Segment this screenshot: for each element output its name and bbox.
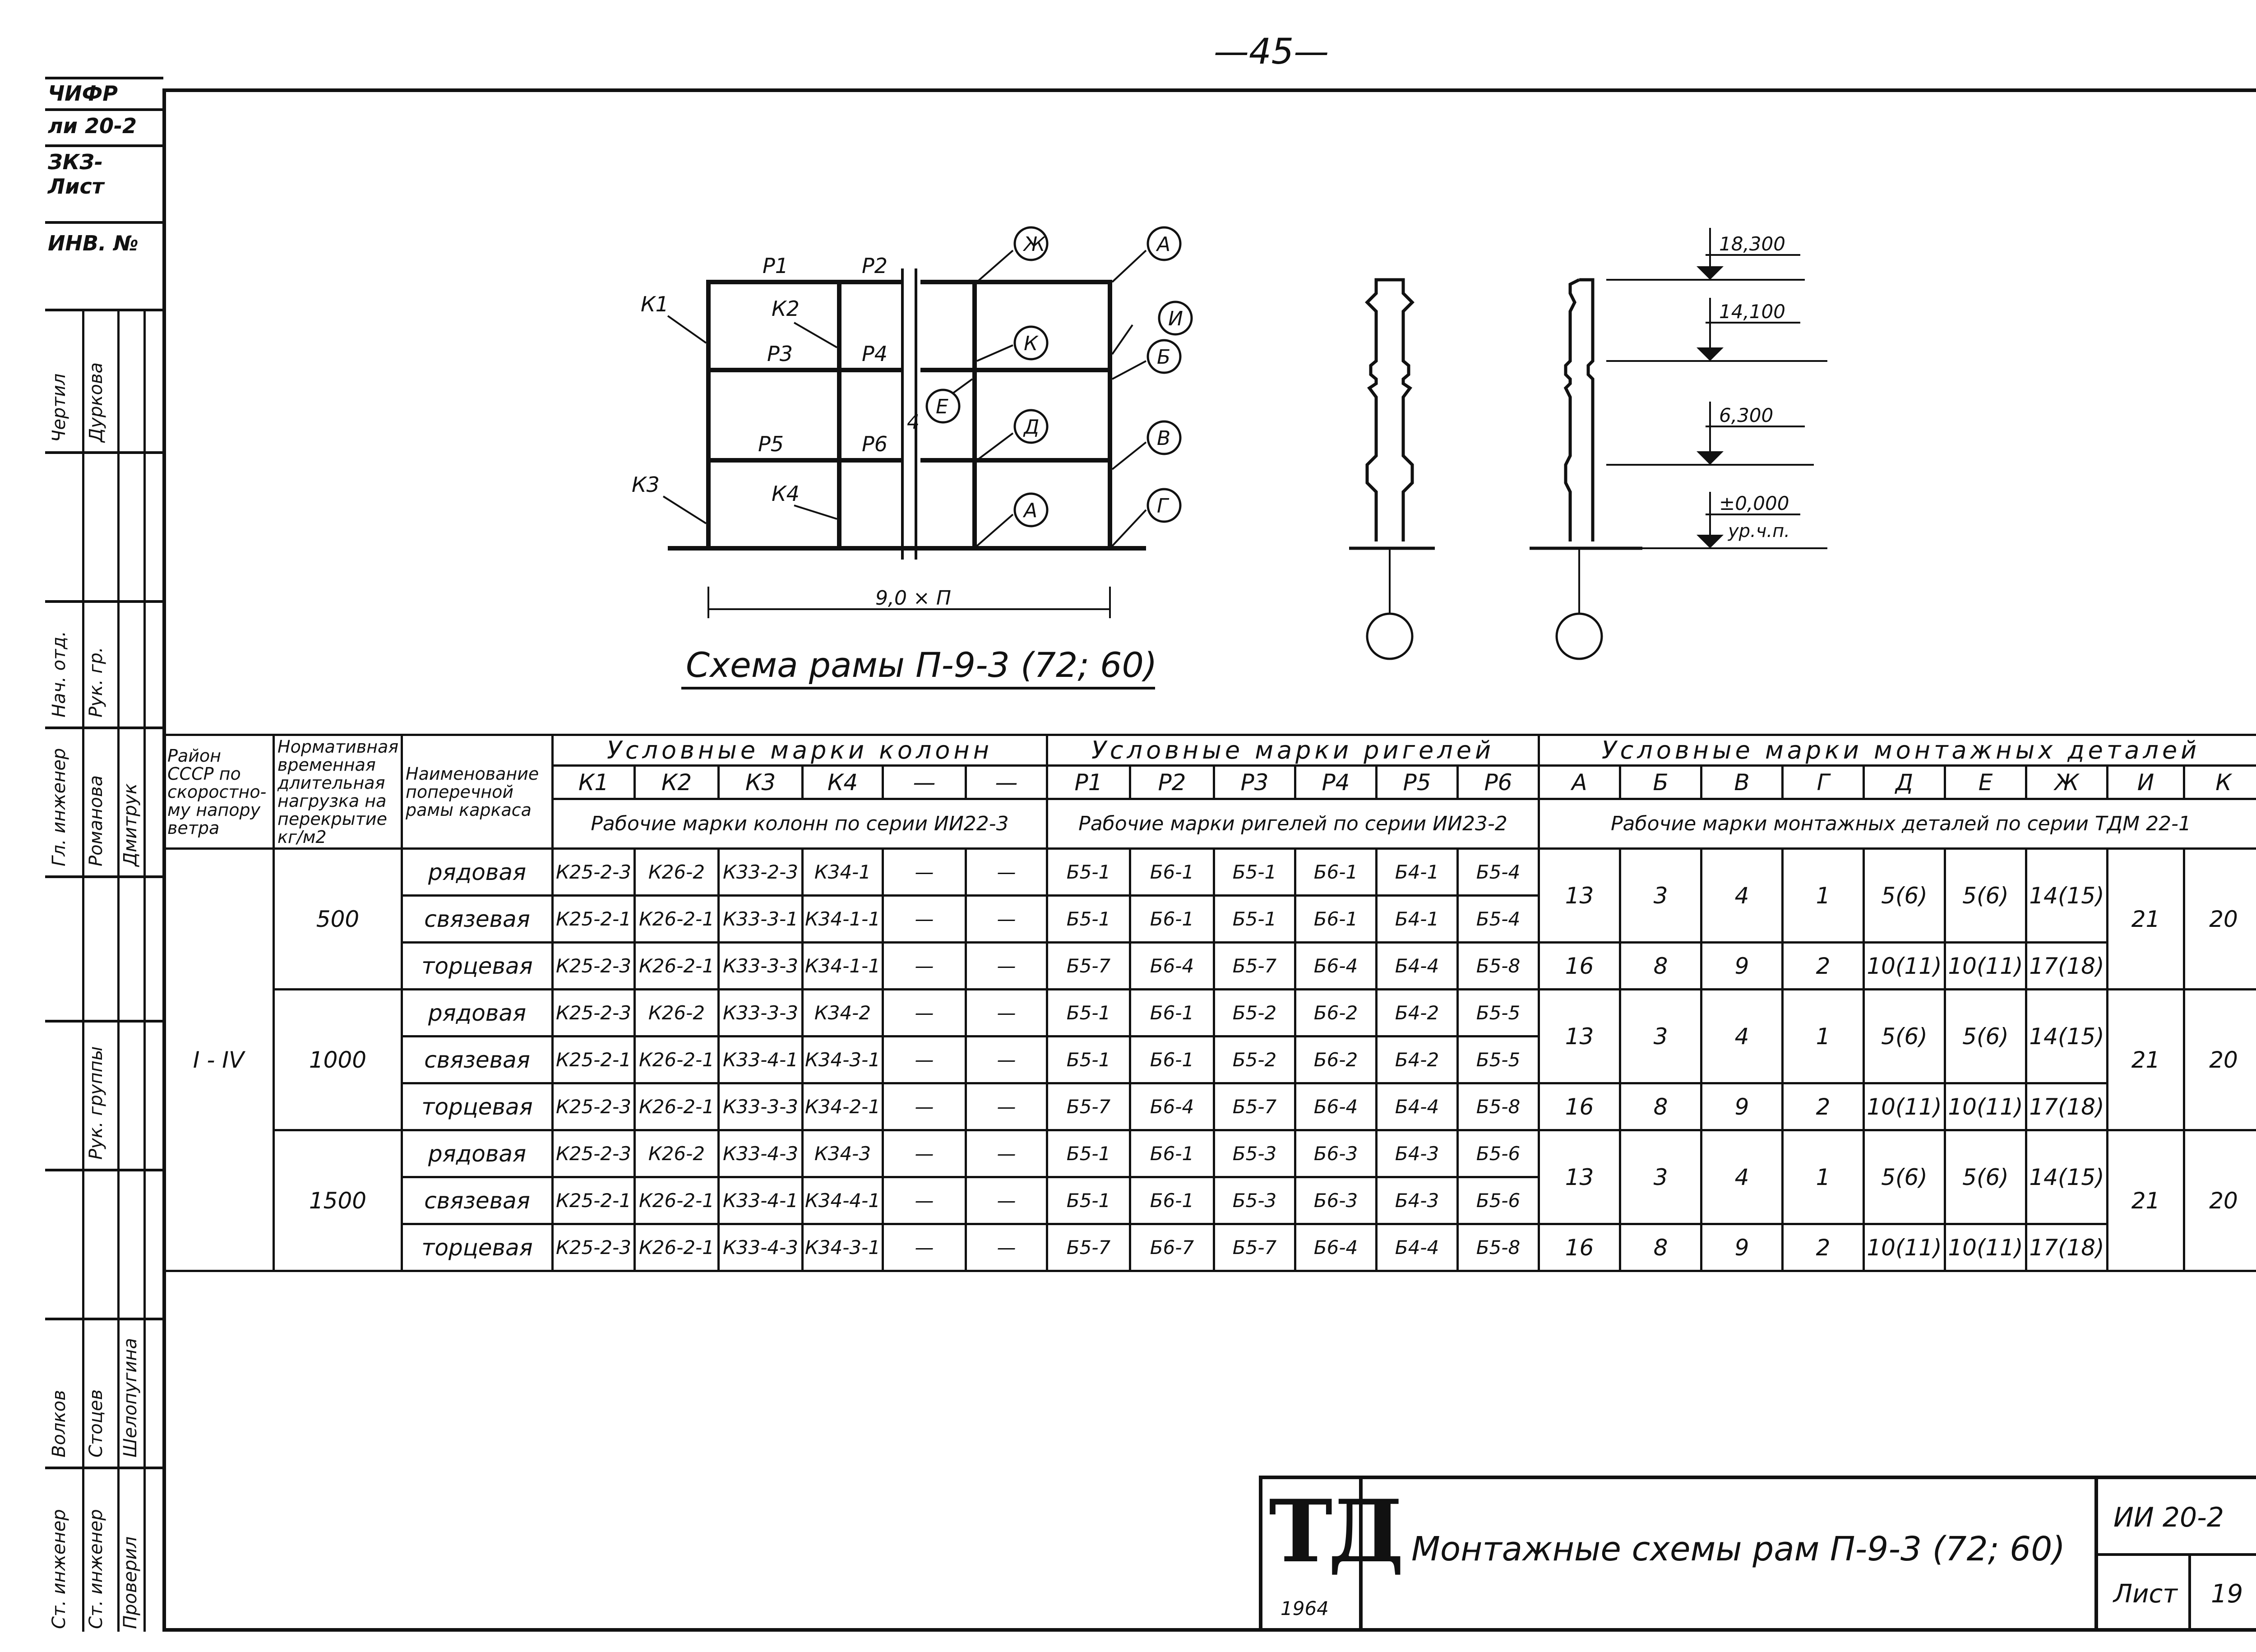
- beam-mark-cell: Б5-5: [1458, 990, 1539, 1037]
- detail-value-cell: 9: [1701, 943, 1783, 990]
- table-row: [164, 1083, 2256, 1130]
- column-mark-cell: К33-4-1: [719, 1037, 803, 1083]
- leader-lines: [663, 250, 1146, 546]
- beam-mark-cell: Б6-1: [1130, 1177, 1214, 1224]
- detail-value-cell: 13: [1539, 990, 1620, 1083]
- detail-value-cell: 3: [1620, 849, 1701, 943]
- beam-mark-cell: Б5-8: [1458, 1083, 1539, 1130]
- beam-mark-cell: Б5-1: [1047, 1037, 1130, 1083]
- detail-value-cell: 8: [1620, 1083, 1701, 1130]
- series-code-box: [2098, 1479, 2256, 1556]
- detail-value-cell: 10(11): [1864, 1224, 1945, 1271]
- column-mark-cell: —: [966, 1083, 1047, 1130]
- load-cell: 1500: [274, 1130, 402, 1271]
- detail-i-cell: 21: [2108, 1130, 2184, 1271]
- beam-mark-cell: Б6-1: [1130, 1037, 1214, 1083]
- beam-mark-cell: Б4-1: [1377, 849, 1458, 896]
- detail-mark-g: Г: [1157, 495, 1168, 518]
- column-mark-cell: К26-2-1: [635, 1177, 719, 1224]
- beam-mark-cell: Б5-3: [1214, 1177, 1295, 1224]
- beam-mark-cell: Б6-3: [1295, 1130, 1377, 1177]
- detail-mark-v: В: [1157, 427, 1171, 450]
- detail-i-cell: 21: [2108, 849, 2184, 990]
- beam-mark-cell: Б6-1: [1130, 896, 1214, 943]
- beam-mark-cell: Б4-1: [1377, 896, 1458, 943]
- beam-label-p2: Р2: [862, 254, 888, 278]
- columns-subheader: Рабочие марки колонн по серии ИИ22-3: [553, 799, 1047, 849]
- detail-value-cell: 3: [1620, 990, 1701, 1083]
- column-elevation-side: [1530, 280, 1642, 659]
- detail-value-cell: 5(6): [1864, 1130, 1945, 1224]
- column-mark-cell: —: [883, 849, 966, 896]
- level-18300: 18,300: [1719, 233, 1785, 255]
- beam-mark-cell: Б5-6: [1458, 1177, 1539, 1224]
- column-mark-cell: —: [883, 943, 966, 990]
- detail-mark-k: К: [1024, 332, 1038, 355]
- beam-mark-cell: Б5-2: [1214, 1037, 1295, 1083]
- table-row: [164, 849, 2256, 896]
- beam-mark-cell: Б5-7: [1214, 943, 1295, 990]
- beam-label-p4: Р4: [862, 342, 888, 366]
- frame-name-cell: рядовая: [402, 1130, 553, 1177]
- column-mark-cell: К34-1-1: [803, 943, 883, 990]
- frame-name-cell: торцевая: [402, 943, 553, 990]
- beam-mark-cell: Б6-1: [1295, 896, 1377, 943]
- beam-mark-cell: Б5-8: [1458, 943, 1539, 990]
- beam-mark-cell: Б5-5: [1458, 1037, 1539, 1083]
- beam-mark-cell: Б4-2: [1377, 1037, 1458, 1083]
- detail-value-cell: 10(11): [1864, 1083, 1945, 1130]
- strip-role-group-2: Рук. группы: [86, 1046, 106, 1160]
- break-symbol: 4: [907, 411, 920, 434]
- detail-mark-a: А: [1539, 766, 1620, 799]
- frame-name-cell: рядовая: [402, 849, 553, 896]
- detail-mark-i: И: [2108, 766, 2184, 799]
- detail-mark-k: К: [2184, 766, 2256, 799]
- frame-name-cell: связевая: [402, 1177, 553, 1224]
- detail-value-cell: 1: [1783, 1130, 1864, 1224]
- strip-name-4: Волков: [49, 1390, 69, 1458]
- beam-mark-cell: Б5-1: [1047, 1130, 1130, 1177]
- column-mark-k1: К1: [553, 766, 635, 799]
- beam-mark-cell: Б4-3: [1377, 1177, 1458, 1224]
- column-mark-cell: К26-2: [635, 1130, 719, 1177]
- beam-mark-cell: Б6-1: [1130, 849, 1214, 896]
- td-logo: [1262, 1479, 1400, 1632]
- beam-mark-cell: Б5-1: [1047, 1177, 1130, 1224]
- beam-mark-p1: Р1: [1047, 766, 1130, 799]
- sheet-divider: [2188, 1556, 2191, 1632]
- column-mark-cell: —: [883, 1037, 966, 1083]
- beam-mark-p3: Р3: [1214, 766, 1295, 799]
- strip-role-engineer-2: Ст. инженер: [86, 1509, 106, 1629]
- series-code: ИИ 20-2: [2113, 1502, 2224, 1533]
- detail-value-cell: 5(6): [1945, 990, 2026, 1083]
- strip-role-head: Нач. отд.: [49, 631, 69, 717]
- detail-mark-zh: Ж: [1024, 233, 1045, 256]
- detail-value-cell: 2: [1783, 943, 1864, 990]
- beam-mark-p5: Р5: [1377, 766, 1458, 799]
- column-label-k2: К2: [772, 296, 800, 321]
- load-cell: 500: [274, 849, 402, 990]
- column-mark-cell: К34-1-1: [803, 896, 883, 943]
- detail-value-cell: 10(11): [1945, 1083, 2026, 1130]
- column-mark-cell: К33-4-3: [719, 1130, 803, 1177]
- column-mark-cell: К25-2-3: [553, 1083, 635, 1130]
- column-mark-cell: К26-2-1: [635, 1083, 719, 1130]
- detail-mark-d: Д: [1864, 766, 1945, 799]
- page-number: —45—: [1214, 32, 1329, 72]
- detail-value-cell: 4: [1701, 1130, 1783, 1224]
- detail-value-cell: 8: [1620, 1224, 1701, 1271]
- detail-value-cell: 14(15): [2026, 990, 2108, 1083]
- strip-code-label: ЧИФР: [48, 81, 118, 106]
- beam-mark-cell: Б6-2: [1295, 1037, 1377, 1083]
- strip-series-label: ли 20-2: [48, 114, 137, 138]
- column-label-k3: К3: [632, 472, 660, 497]
- column-mark-cell: К34-4-1: [803, 1177, 883, 1224]
- column-label-k1: К1: [641, 292, 669, 316]
- level-6300: 6,300: [1719, 404, 1774, 426]
- detail-mark-b: Б: [1620, 766, 1701, 799]
- column-mark-cell: К33-3-3: [719, 990, 803, 1037]
- frame-name-cell: торцевая: [402, 1224, 553, 1271]
- detail-value-cell: 4: [1701, 990, 1783, 1083]
- strip-row: [45, 1020, 163, 1023]
- beam-mark-cell: Б5-7: [1214, 1224, 1295, 1271]
- table-row: [164, 1224, 2256, 1271]
- column-mark-cell: —: [966, 849, 1047, 896]
- beam-mark-cell: Б6-3: [1295, 1177, 1377, 1224]
- load-cell: 1000: [274, 990, 402, 1130]
- schedule-table: [162, 734, 2256, 1272]
- frame-name-cell: рядовая: [402, 990, 553, 1037]
- detail-mark-g: Г: [1783, 766, 1864, 799]
- column-mark-cell: К25-2-3: [553, 849, 635, 896]
- level-marks: [1606, 228, 1827, 548]
- region-cell: I - IV: [164, 849, 274, 1271]
- column-mark-cell: —: [883, 990, 966, 1037]
- beam-label-p5: Р5: [758, 432, 784, 456]
- beam-mark-cell: Б5-3: [1214, 1130, 1295, 1177]
- beams-subheader: Рабочие марки ригелей по серии ИИ23-2: [1047, 799, 1539, 849]
- column-mark-cell: К33-3-3: [719, 943, 803, 990]
- strip-inventory-label: ИНВ. №: [48, 231, 139, 255]
- table-row: [164, 1130, 2256, 1177]
- beam-mark-cell: Б5-2: [1214, 990, 1295, 1037]
- series-code-cell: [2094, 1479, 2256, 1632]
- column-mark-cell: —: [966, 990, 1047, 1037]
- beam-mark-cell: Б5-7: [1047, 1083, 1130, 1130]
- detail-mark-b: Б: [1157, 346, 1171, 369]
- beam-mark-cell: Б6-1: [1130, 990, 1214, 1037]
- beam-label-p1: Р1: [763, 254, 789, 278]
- detail-value-cell: 16: [1539, 1224, 1620, 1271]
- td-logo-letters: ТД: [1269, 1481, 1400, 1582]
- beam-mark-cell: Б5-7: [1214, 1083, 1295, 1130]
- column-mark-cell: —: [883, 1224, 966, 1271]
- beam-mark-cell: Б4-3: [1377, 1130, 1458, 1177]
- strip-role-engineer: Ст. инженер: [49, 1509, 69, 1629]
- strip-name-1: Дуркова: [86, 362, 106, 442]
- detail-value-cell: 10(11): [1864, 943, 1945, 990]
- table-body: [164, 849, 2256, 1271]
- detail-value-cell: 5(6): [1864, 849, 1945, 943]
- span-label: 9,0 × П: [875, 587, 951, 610]
- frame-name-cell: связевая: [402, 1037, 553, 1083]
- detail-mark-i: И: [1168, 307, 1183, 330]
- column-mark-cell: К25-2-1: [553, 1037, 635, 1083]
- beam-mark-cell: Б5-1: [1047, 896, 1130, 943]
- detail-value-cell: 4: [1701, 849, 1783, 943]
- beam-mark-cell: Б5-1: [1214, 896, 1295, 943]
- beam-mark-p2: Р2: [1130, 766, 1214, 799]
- beam-mark-cell: Б5-8: [1458, 1224, 1539, 1271]
- column-mark-cell: —: [966, 896, 1047, 943]
- column-label-k4: К4: [772, 481, 800, 506]
- column-mark-blank: —: [966, 766, 1047, 799]
- beam-mark-cell: Б6-1: [1295, 849, 1377, 896]
- strip-name-3: Дмитрук: [120, 783, 141, 866]
- strip-role-checker: Проверил: [120, 1536, 141, 1629]
- strip-row: [45, 1467, 163, 1469]
- detail-mark-v: В: [1701, 766, 1783, 799]
- column-mark-cell: К34-3-1: [803, 1224, 883, 1271]
- detail-value-cell: 10(11): [1945, 1224, 2026, 1271]
- column-mark-cell: —: [883, 1177, 966, 1224]
- detail-value-cell: 2: [1783, 1224, 1864, 1271]
- frame-name-cell: торцевая: [402, 1083, 553, 1130]
- header-load: Нормативная временная длительная нагрузка на перекрытие кг/м2: [274, 735, 402, 849]
- details-subheader: Рабочие марки монтажных деталей по серии ТДМ 22-1: [1539, 799, 2256, 849]
- column-mark-cell: —: [883, 1130, 966, 1177]
- strip-name-6: Шелопугина: [120, 1338, 141, 1458]
- detail-value-cell: 10(11): [1945, 943, 2026, 990]
- column-mark-blank: —: [883, 766, 966, 799]
- beam-mark-cell: Б5-1: [1214, 849, 1295, 896]
- column-mark-cell: К26-2-1: [635, 1037, 719, 1083]
- beam-mark-cell: Б5-7: [1047, 1224, 1130, 1271]
- column-mark-cell: К33-3-1: [719, 896, 803, 943]
- beam-mark-cell: Б4-2: [1377, 990, 1458, 1037]
- beam-label-p6: Р6: [862, 432, 888, 456]
- column-mark-cell: К25-2-3: [553, 1224, 635, 1271]
- column-mark-k4: К4: [803, 766, 883, 799]
- detail-value-cell: 8: [1620, 943, 1701, 990]
- beam-mark-cell: Б6-4: [1295, 943, 1377, 990]
- beam-mark-cell: Б5-4: [1458, 849, 1539, 896]
- column-mark-cell: К33-4-1: [719, 1177, 803, 1224]
- header-frame-name: Наименование поперечной рамы каркаса: [402, 735, 553, 849]
- column-mark-cell: К26-2-1: [635, 943, 719, 990]
- beam-mark-cell: Б6-4: [1295, 1224, 1377, 1271]
- beam-mark-cell: Б5-7: [1047, 943, 1130, 990]
- detail-mark-e: Е: [1945, 766, 2026, 799]
- column-mark-cell: К25-2-1: [553, 1177, 635, 1224]
- column-mark-cell: —: [883, 896, 966, 943]
- detail-value-cell: 17(18): [2026, 1224, 2108, 1271]
- detail-value-cell: 13: [1539, 849, 1620, 943]
- column-mark-cell: К34-3-1: [803, 1037, 883, 1083]
- detail-k-cell: 20: [2184, 1130, 2256, 1271]
- detail-value-cell: 16: [1539, 1083, 1620, 1130]
- detail-value-cell: 14(15): [2026, 1130, 2108, 1224]
- beam-mark-cell: Б4-4: [1377, 943, 1458, 990]
- column-mark-cell: К33-3-3: [719, 1083, 803, 1130]
- beam-mark-p4: Р4: [1295, 766, 1377, 799]
- detail-value-cell: 16: [1539, 943, 1620, 990]
- beam-label-p3: Р3: [767, 342, 793, 366]
- header-region: Район СССР по скоростно-му напору ветра: [164, 735, 274, 849]
- column-mark-cell: К34-1: [803, 849, 883, 896]
- beam-mark-cell: Б6-4: [1130, 943, 1214, 990]
- table-row: [164, 990, 2256, 1037]
- detail-value-cell: 1: [1783, 990, 1864, 1083]
- sheet-number: 19: [2211, 1579, 2243, 1609]
- column-mark-cell: К26-2: [635, 849, 719, 896]
- header-beams-group: Условные марки ригелей: [1047, 735, 1539, 766]
- document-title: Монтажные схемы рам П-9-3 (72; 60): [1411, 1530, 2066, 1569]
- column-mark-cell: —: [966, 1224, 1047, 1271]
- detail-i-cell: 21: [2108, 990, 2184, 1130]
- beam-mark-cell: Б5-4: [1458, 896, 1539, 943]
- td-logo-year: 1964: [1281, 1597, 1329, 1620]
- detail-mark-a: А: [1157, 233, 1171, 256]
- strip-row: [45, 875, 163, 878]
- level-0000: ±0,000: [1719, 492, 1789, 514]
- column-mark-k2: К2: [635, 766, 719, 799]
- beam-mark-cell: Б5-1: [1047, 990, 1130, 1037]
- column-mark-cell: —: [966, 1037, 1047, 1083]
- column-mark-cell: К25-2-3: [553, 1130, 635, 1177]
- detail-value-cell: 5(6): [1945, 1130, 2026, 1224]
- column-mark-cell: К33-2-3: [719, 849, 803, 896]
- strip-name-5: Стоцев: [86, 1389, 106, 1458]
- detail-value-cell: 5(6): [1864, 990, 1945, 1083]
- beam-mark-cell: Б5-6: [1458, 1130, 1539, 1177]
- column-mark-cell: К25-2-3: [553, 943, 635, 990]
- detail-value-cell: 2: [1783, 1083, 1864, 1130]
- strip-role-drafter: Чертил: [49, 373, 69, 442]
- column-mark-cell: К34-3: [803, 1130, 883, 1177]
- detail-value-cell: 17(18): [2026, 943, 2108, 990]
- column-mark-cell: К34-2-1: [803, 1083, 883, 1130]
- detail-circles: [927, 227, 1192, 526]
- strip-name-2: Романова: [86, 775, 106, 866]
- beam-mark-cell: Б6-4: [1130, 1083, 1214, 1130]
- beam-mark-cell: Б5-1: [1047, 849, 1130, 896]
- column-mark-cell: К25-2-1: [553, 896, 635, 943]
- table-row: [164, 943, 2256, 990]
- detail-value-cell: 13: [1539, 1130, 1620, 1224]
- title-block: [1259, 1476, 2256, 1632]
- detail-mark-e: Е: [936, 395, 948, 418]
- column-mark-cell: К25-2-3: [553, 990, 635, 1037]
- detail-value-cell: 9: [1701, 1083, 1783, 1130]
- column-elevation-front: [1349, 280, 1435, 659]
- header-columns-group: Условные марки колонн: [553, 735, 1047, 766]
- table-header-row: [164, 735, 2256, 766]
- detail-k-cell: 20: [2184, 849, 2256, 990]
- beam-mark-cell: Б6-1: [1130, 1130, 1214, 1177]
- column-mark-cell: —: [883, 1083, 966, 1130]
- column-mark-cell: —: [966, 1130, 1047, 1177]
- beam-mark-cell: Б6-4: [1295, 1083, 1377, 1130]
- column-mark-k3: К3: [719, 766, 803, 799]
- column-mark-cell: К26-2-1: [635, 896, 719, 943]
- column-mark-cell: —: [966, 1177, 1047, 1224]
- column-mark-cell: —: [966, 943, 1047, 990]
- detail-value-cell: 3: [1620, 1130, 1701, 1224]
- detail-mark-zh: Ж: [2026, 766, 2108, 799]
- detail-value-cell: 14(15): [2026, 849, 2108, 943]
- detail-value-cell: 5(6): [1945, 849, 2026, 943]
- detail-mark-d: Д: [1024, 416, 1040, 439]
- beam-mark-cell: Б6-7: [1130, 1224, 1214, 1271]
- column-mark-cell: К33-4-3: [719, 1224, 803, 1271]
- strip-sheet-label: ЗКЗ- Лист: [48, 150, 104, 199]
- column-mark-cell: К26-2-1: [635, 1224, 719, 1271]
- sheet-label: Лист: [2113, 1579, 2177, 1609]
- strip-row: [45, 1318, 163, 1320]
- frame-name-cell: связевая: [402, 896, 553, 943]
- frame-diagram: [0, 0, 2256, 731]
- detail-mark-a2: А: [1024, 499, 1038, 522]
- strip-row: [45, 1169, 163, 1171]
- column-mark-cell: К26-2: [635, 990, 719, 1037]
- strip-role-group: Рук. гр.: [86, 647, 106, 717]
- diagram-title: Схема рамы П-9-3 (72; 60): [686, 645, 1157, 685]
- detail-value-cell: 1: [1783, 849, 1864, 943]
- detail-k-cell: 20: [2184, 990, 2256, 1130]
- level-floor-label: ур.ч.п.: [1728, 521, 1790, 541]
- level-14100: 14,100: [1719, 301, 1785, 323]
- strip-role-chief: Гл. инженер: [49, 748, 69, 866]
- beam-mark-cell: Б4-4: [1377, 1224, 1458, 1271]
- detail-value-cell: 9: [1701, 1224, 1783, 1271]
- header-details-group: Условные марки монтажных деталей: [1539, 735, 2256, 766]
- column-mark-cell: К34-2: [803, 990, 883, 1037]
- beam-mark-cell: Б4-4: [1377, 1083, 1458, 1130]
- beam-mark-cell: Б6-2: [1295, 990, 1377, 1037]
- detail-value-cell: 17(18): [2026, 1083, 2108, 1130]
- beam-mark-p6: Р6: [1458, 766, 1539, 799]
